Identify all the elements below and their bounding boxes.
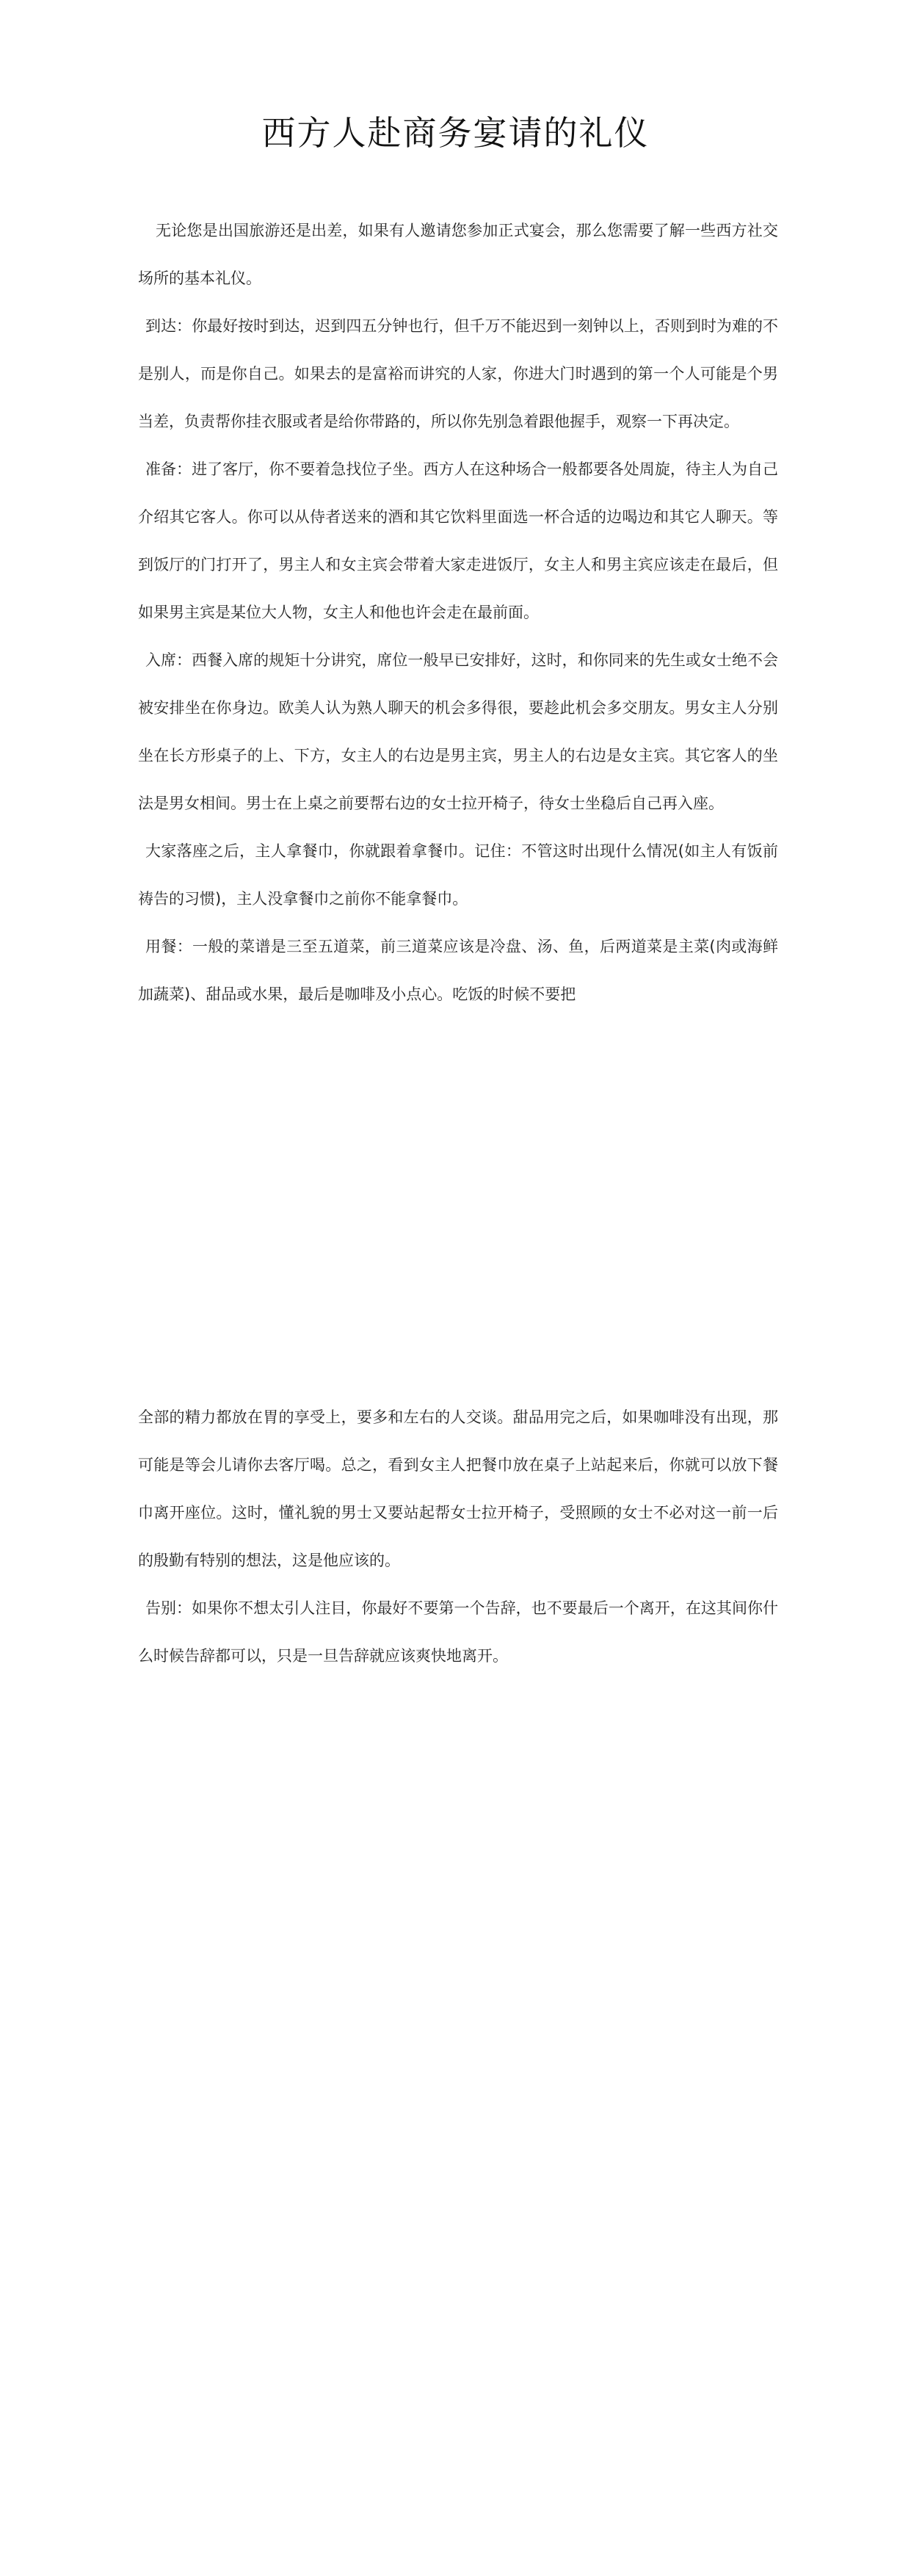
body-text-part-2 [138,1394,778,1680]
paragraph-dining-continued: 全部的精力都放在胃的享受上，要多和左右的人交谈。甜品用完之后，如果咖啡没有出现，那可能是等会儿请你去客厅喝。总之，看到女主人把餐巾放在桌子上站起来后，你就可以放下餐巾离开座位。这时，懂礼貌的男士又要站起帮女士拉开椅子，受照顾的女士不必对这一前一后的殷勤有特别的想法，这是他应该的。 [138,1408,778,1569]
document-title: 西方人赴商务宴请的礼仪 [261,113,650,153]
paragraph-dining: 用餐：一般的菜谱是三至五道菜，前三道菜应该是冷盘、汤、鱼，后两道菜是主菜(肉或海鲜加蔬菜)、甜品或水果，最后是咖啡及小点心。吃饭的时候不要把 [138,938,778,1003]
paragraph-preparation: 准备：进了客厅，你不要着急找位子坐。西方人在这种场合一般都要各处周旋，待主人为自己介绍其它客人。你可以从侍者送来的酒和其它饮料里面选一杯合适的边喝边和其它人聊天。等到饭厅的门打开了，男主人和女主宾会带着大家走进饭厅，女主人和男主宾应该走在最后，但如果男主宾是某位大人物，女主人和他也许会走在最前面。 [138,460,778,621]
paragraph-arrival: 到达：你最好按时到达，迟到四五分钟也行，但千万不能迟到一刻钟以上，否则到时为难的不是别人，而是你自己。如果去的是富裕而讲究的人家，你进大门时遇到的第一个人可能是个男当差，负责帮你挂衣服或者是给你带路的，所以你先别急着跟他握手，观察一下再决定。 [138,317,778,430]
paragraph-intro: 无论您是出国旅游还是出差，如果有人邀请您参加正式宴会，那么您需要了解一些西方社交场所的基本礼仪。 [138,222,778,287]
paragraph-farewell: 告别：如果你不想太引人注目，你最好不要第一个告辞，也不要最后一个离开，在这其间你什么时候告辞都可以，只是一旦告辞就应该爽快地离开。 [138,1599,778,1665]
paragraph-napkin: 大家落座之后，主人拿餐巾，你就跟着拿餐巾。记住：不管这时出现什么情况(如主人有饭前祷告的习惯)，主人没拿餐巾之前你不能拿餐巾。 [138,842,778,908]
paragraph-seating: 入席：西餐入席的规矩十分讲究，席位一般早已安排好，这时，和你同来的先生或女士绝不会被安排坐在你身边。欧美人认为熟人聊天的机会多得很，要趁此机会多交朋友。男女主人分别坐在长方形桌子的上、下方，女主人的右边是男主宾，男主人的右边是女主宾。其它客人的坐法是男女相间。男士在上桌之前要帮右边的女士拉开椅子，待女士坐稳后自己再入座。 [138,651,778,812]
body-text-part-1 [138,207,778,1019]
